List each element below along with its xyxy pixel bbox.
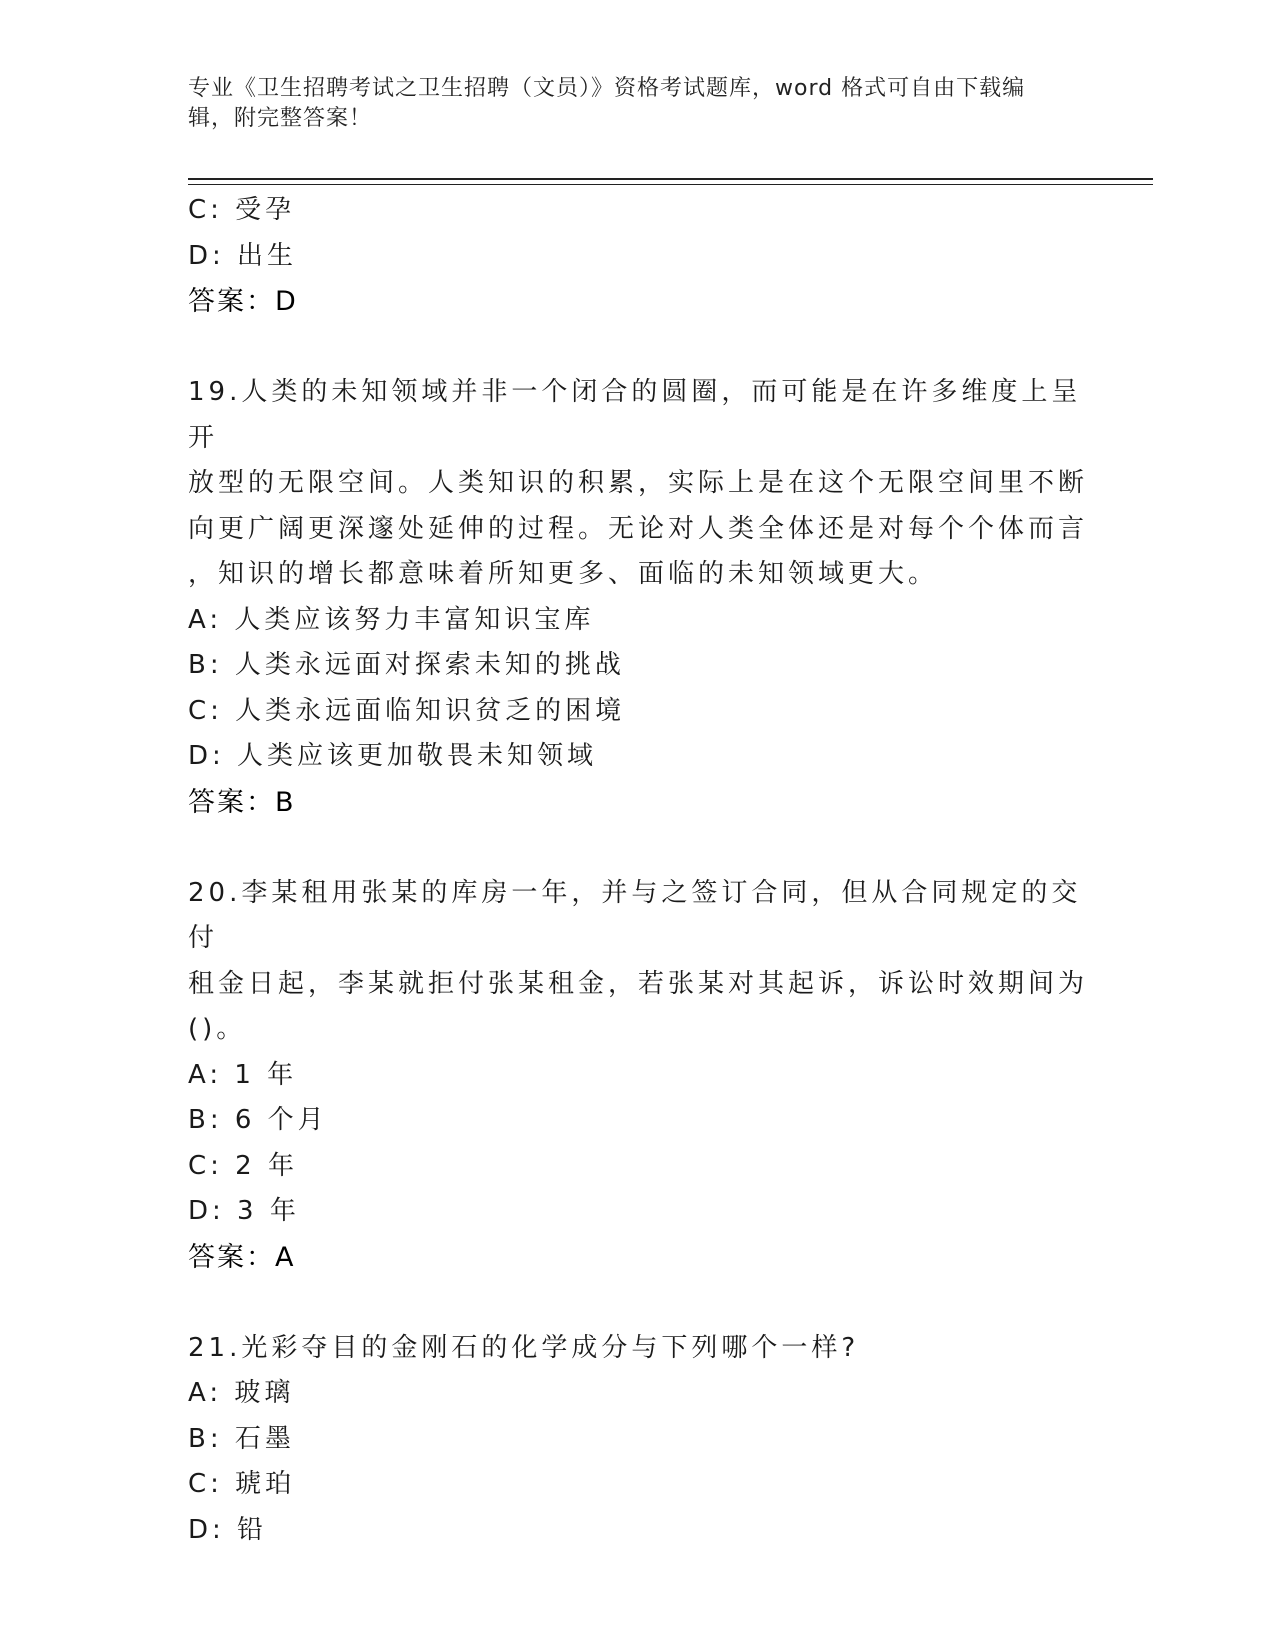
question-content	[188, 188, 1088, 1553]
answer-line: 答案：A	[188, 1241, 296, 1273]
option-a: A: 玻璃	[188, 1378, 295, 1408]
option-a: A: 1 年	[188, 1059, 298, 1090]
option-b: B: 6 个月	[188, 1105, 328, 1135]
option-c: C: 2 年	[188, 1150, 298, 1181]
option-c: C: 受孕	[188, 195, 296, 225]
option-d: D: 出生	[188, 240, 298, 271]
question-stem: 21.光彩夺目的金刚石的化学成分与下列哪个一样?	[188, 1332, 860, 1363]
header-rule-thick	[188, 178, 1153, 180]
option-a: A: 人类应该努力丰富知识宝库	[188, 604, 595, 635]
answer-line: 答案：D	[188, 286, 298, 317]
option-c: C: 琥珀	[188, 1469, 296, 1499]
option-d: D: 铅	[188, 1514, 268, 1545]
question-stem: 20.李某租用张某的库房一年，并与之签订合同，但从合同规定的交付 租金日起，李某就拒付张某租金，若张某对其起诉，诉讼时效期间为 ()。	[188, 877, 1089, 1044]
spacer	[188, 825, 1088, 871]
option-d: D: 3 年	[188, 1196, 300, 1226]
option-b: B: 人类永远面对探索未知的挑战	[188, 650, 625, 680]
option-d: D: 人类应该更加敬畏未知领域	[188, 741, 598, 771]
spacer	[188, 325, 1088, 371]
option-b: B: 石墨	[188, 1423, 295, 1454]
header-rule-thin	[188, 184, 1153, 185]
question-stem: 19.人类的未知领域并非一个闭合的圆圈，而可能是在许多维度上呈开 放型的无限空间。人类知识的积累，实际上是在这个无限空间里不断 向更广阔更深邃处延伸的过程。无论对人类全体还是对每个个体而言 ，知识的增长都意味着所知更多、面临的未知领域更大。	[188, 377, 1089, 589]
question-21	[188, 1326, 1088, 1554]
document-header: 专业《卫生招聘考试之卫生招聘（文员）》资格考试题库，word 格式可自由下载编辑，附完整答案！	[188, 76, 1026, 131]
spacer	[188, 1280, 1088, 1326]
question-18-continuation	[188, 188, 1088, 325]
option-c: C: 人类永远面临知识贫乏的困境	[188, 695, 626, 726]
question-19	[188, 370, 1088, 825]
answer-line: 答案：B	[188, 786, 296, 818]
question-20	[188, 871, 1088, 1281]
